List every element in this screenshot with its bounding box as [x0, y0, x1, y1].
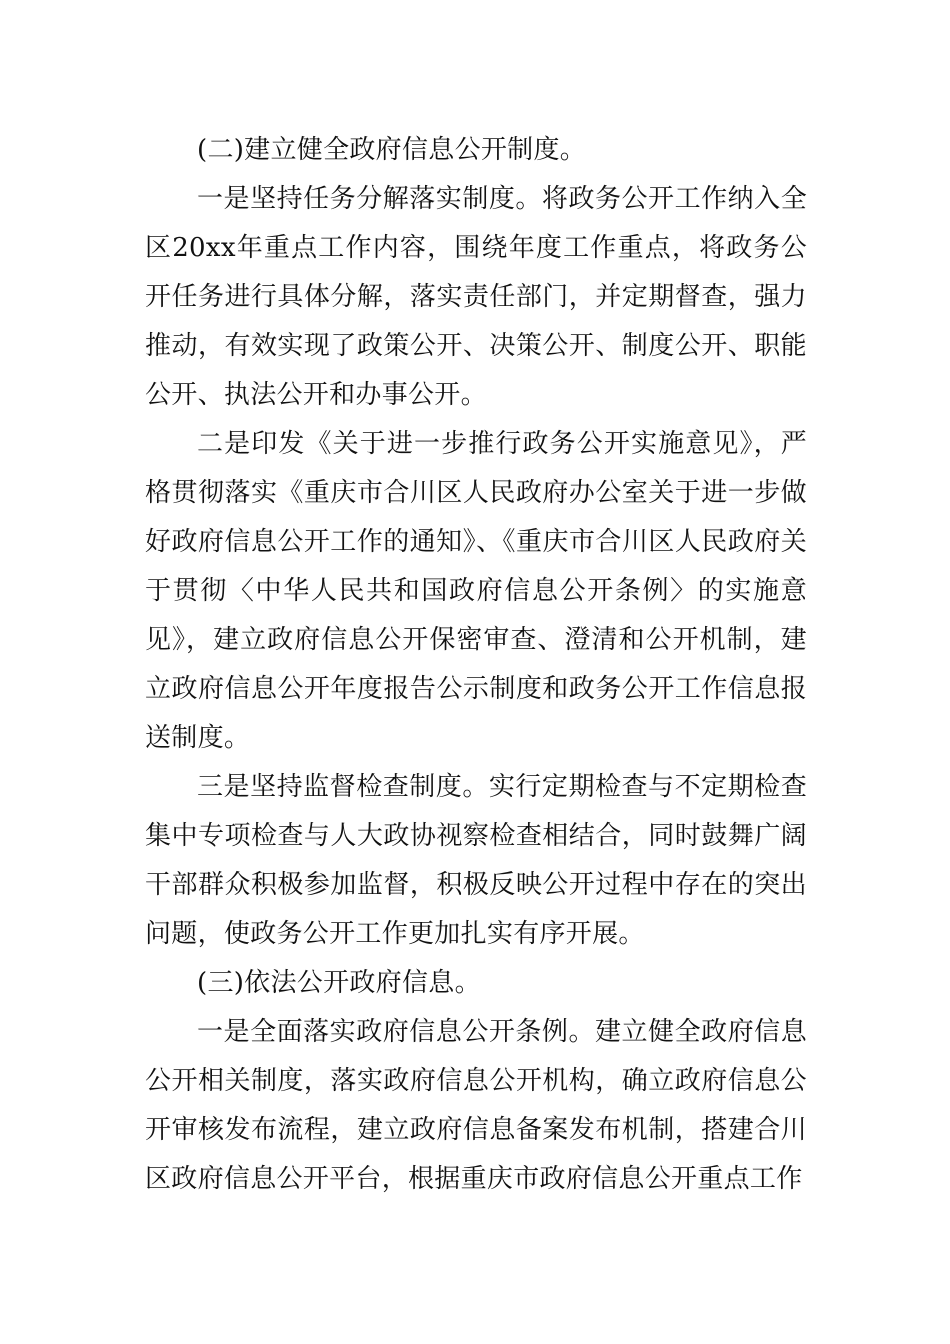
- document-body: [145, 126, 807, 1204]
- body-paragraph: 一是坚持任务分解落实制度。将政务公开工作纳入全区20xx年重点工作内容，围绕年度工作重点，将政务公开任务进行具体分解，落实责任部门，并定期督查，强力推动，有效实现了政策公开、决策公开、制度公开、职能公开、执法公开和办事公开。: [145, 184, 807, 410]
- body-paragraph: 一是全面落实政府信息公开条例。建立健全政府信息公开相关制度，落实政府信息公开机构，确立政府信息公开审核发布流程，建立政府信息备案发布机制，搭建合川区政府信息公开平台，根据重庆市政府信息公开重点工作: [145, 1017, 807, 1194]
- section-heading: (二)建立健全政府信息公开制度。: [197, 135, 587, 165]
- section-heading: (三)依法公开政府信息。: [197, 968, 481, 998]
- body-paragraph: 三是坚持监督检查制度。实行定期检查与不定期检查集中专项检查与人大政协视察检查相结合，同时鼓舞广阔干部群众积极参加监督，积极反映公开过程中存在的突出问题，使政务公开工作更加扎实有序开展。: [145, 772, 807, 949]
- body-paragraph: 二是印发《关于进一步推行政务公开实施意见》，严格贯彻落实《重庆市合川区人民政府办公室关于进一步做好政府信息公开工作的通知》、《重庆市合川区人民政府关于贯彻〈中华人民共和国政府信息公开条例〉的实施意见》，建立政府信息公开保密审查、澄清和公开机制，建立政府信息公开年度报告公示制度和政务公开工作信息报送制度。: [145, 429, 807, 753]
